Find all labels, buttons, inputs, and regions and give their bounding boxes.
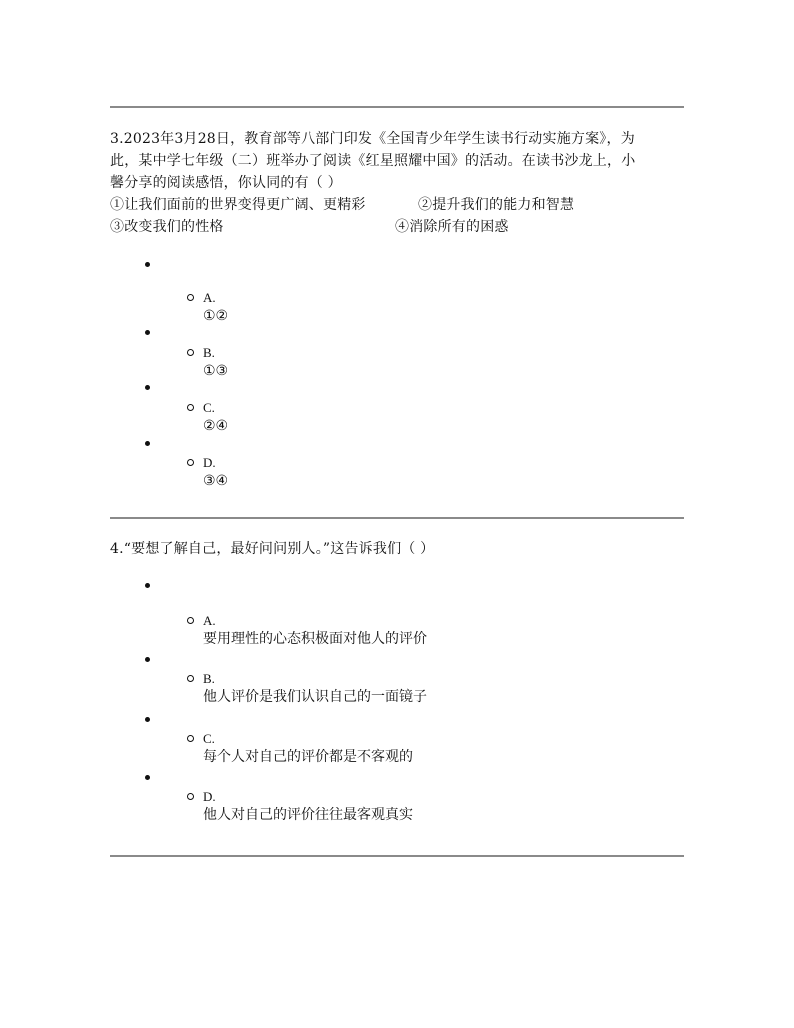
- radio-circle-icon[interactable]: [187, 294, 194, 301]
- list-bullet: [145, 385, 150, 390]
- radio-circle-icon[interactable]: [187, 735, 194, 742]
- option-text: 他人评价是我们认识自己的一面镜子: [203, 689, 427, 705]
- option-text: ①②: [203, 308, 229, 324]
- radio-circle-icon[interactable]: [187, 349, 194, 356]
- divider-bottom: [110, 855, 684, 857]
- option-letter: A.: [203, 290, 216, 305]
- option-text: ①③: [203, 363, 229, 379]
- radio-circle-icon[interactable]: [187, 675, 194, 682]
- option-text: ②④: [203, 418, 229, 434]
- list-bullet: [145, 441, 150, 446]
- option-text: ③④: [203, 473, 229, 489]
- option-text: 要用理性的心态积极面对他人的评价: [203, 631, 427, 647]
- divider-top: [110, 106, 684, 108]
- option-letter: B.: [203, 671, 215, 686]
- statement-1: ①让我们面前的世界变得更广阔、更精彩: [110, 197, 366, 213]
- divider-middle: [110, 517, 684, 519]
- list-bullet: [145, 583, 150, 588]
- option-letter: A.: [203, 613, 216, 628]
- radio-circle-icon[interactable]: [187, 793, 194, 800]
- option-letter: C.: [203, 400, 215, 415]
- list-bullet: [145, 330, 150, 335]
- radio-circle-icon[interactable]: [187, 617, 194, 624]
- option-letter: C.: [203, 731, 215, 746]
- statement-row-1: [110, 194, 690, 216]
- statement-row-2: [110, 216, 690, 238]
- question-4-line-1: 4.“要想了解自己，最好问问别人。”这告诉我们（ ）: [110, 541, 435, 557]
- radio-circle-icon[interactable]: [187, 404, 194, 411]
- question-3: [110, 128, 690, 238]
- list-bullet: [145, 717, 150, 722]
- list-bullet: [145, 657, 150, 662]
- question-3-line-1: 3.2023年3月28日，教育部等八部门印发《全国青少年学生读书行动实施方案》，为: [110, 131, 635, 147]
- option-letter: B.: [203, 345, 215, 360]
- option-text: 每个人对自己的评价都是不客观的: [203, 749, 413, 765]
- question-3-line-2: 此，某中学七年级（二）班举办了阅读《红星照耀中国》的活动。在读书沙龙上，小: [110, 153, 636, 169]
- option-letter: D.: [203, 455, 216, 470]
- question-4: [110, 538, 690, 560]
- statement-4: ④消除所有的困惑: [395, 219, 509, 235]
- question-3-line-3: 馨分享的阅读感悟，你认同的有（ ）: [110, 175, 342, 191]
- radio-circle-icon[interactable]: [187, 459, 194, 466]
- statement-2: ②提升我们的能力和智慧: [418, 197, 575, 213]
- list-bullet: [145, 262, 150, 267]
- option-text: 他人对自己的评价往往最客观真实: [203, 807, 413, 823]
- statement-3: ③改变我们的性格: [110, 219, 224, 235]
- option-letter: D.: [203, 789, 216, 804]
- list-bullet: [145, 775, 150, 780]
